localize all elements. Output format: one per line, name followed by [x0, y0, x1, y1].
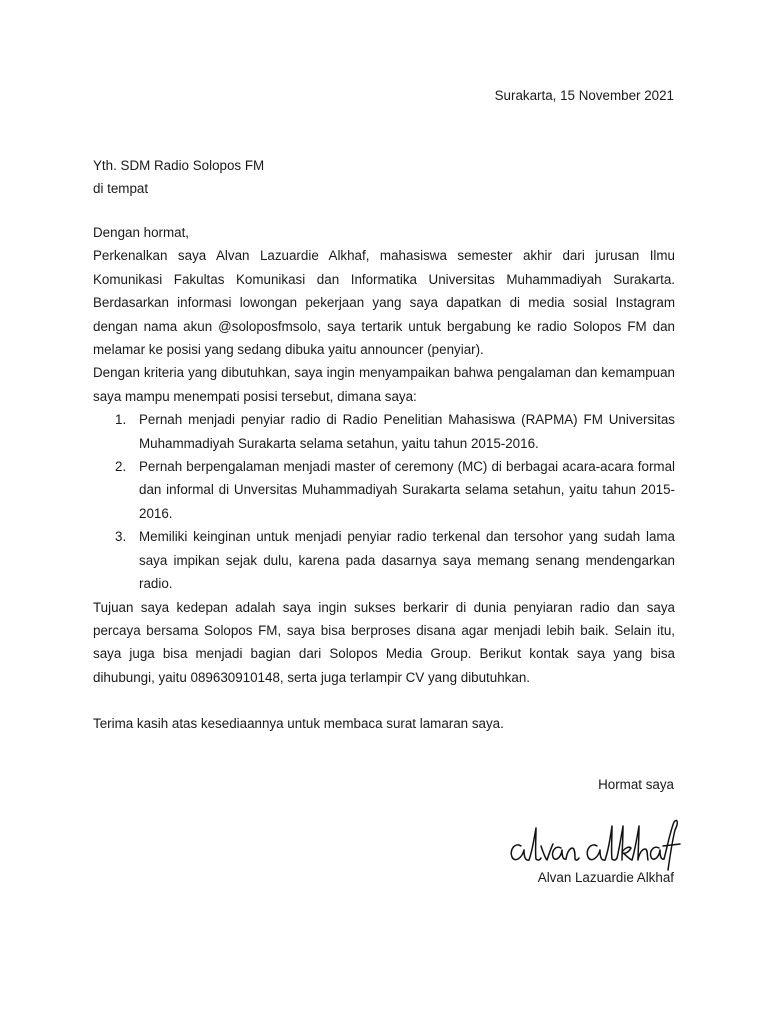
paragraph-goals: Tujuan saya kedepan adalah saya ingin sukses berkarir di dunia penyiaran radio dan saya percaya bersama Solopos FM, saya bisa berproses disana agar menjadi lebih baik. Selain itu, saya juga bisa menjadi bagian dari Solopos Media Group. Berikut kontak saya yang bisa dihubungi, yaitu 089630910148, serta juga terlampir CV yang dibutuhkan.: [93, 599, 675, 685]
letter-body: [93, 221, 675, 736]
list-item: [93, 455, 675, 525]
signature-image: [505, 812, 685, 874]
list-item-text: Memiliki keinginan untuk menjadi penyiar radio terkenal dan tersohor yang sudah lama saya impikan sejak dulu, karena pada dasarnya saya memang senang mendengarkan radio.: [139, 529, 675, 592]
letter-date: Surakarta, 15 November 2021: [494, 88, 674, 103]
list-item-text: Pernah menjadi penyiar radio di Radio Penelitian Mahasiswa (RAPMA) FM Universitas Muhammadiyah Surakarta selama setahun, yaitu tahun 2015-2016.: [139, 412, 675, 451]
list-number: 3.: [115, 529, 127, 545]
list-item: [93, 408, 675, 455]
list-item: [93, 525, 675, 595]
list-item-text: Pernah berpengalaman menjadi master of ceremony (MC) di berbagai acara-acara formal dan informal di Unversitas Muhammadiyah Surakarta selama setahun, yaitu tahun 2015-2016.: [139, 459, 675, 521]
spacer: [93, 689, 675, 712]
thanks-line: Terima kasih atas kesediaannya untuk membaca surat lamaran saya.: [93, 716, 504, 732]
closing: Hormat saya: [598, 777, 674, 792]
recipient-line-2: di tempat: [93, 181, 149, 196]
recipient-line-1: Yth. SDM Radio Solopos FM: [93, 158, 265, 173]
paragraph-introduction: Perkenalkan saya Alvan Lazuardie Alkhaf, mahasiswa semester akhir dari jurusan Ilmu Komunikasi Fakultas Komunikasi dan Informatika Universitas Muhammadiyah Surakarta. Berdasarkan informasi lowongan pekerjaan yang saya dapatkan di media sosial Instagram dengan nama akun @soloposfmsolo, saya tertarik untuk bergabung ke radio Solopos FM dan melamar ke posisi yang sedang dibuka yaitu announcer (penyiar).: [93, 248, 675, 358]
paragraph-criteria: Dengan kriteria yang dibutuhkan, saya ingin menyampaikan bahwa pengalaman dan kemampuan saya mampu menempati posisi tersebut, dimana saya:: [93, 365, 675, 404]
list-number: 2.: [115, 459, 127, 475]
recipient-block: [93, 154, 264, 200]
salutation: Dengan hormat,: [93, 225, 190, 240]
experience-list: [93, 408, 675, 595]
signer-name: Alvan Lazuardie Alkhaf: [537, 870, 674, 885]
list-number: 1.: [115, 412, 127, 428]
